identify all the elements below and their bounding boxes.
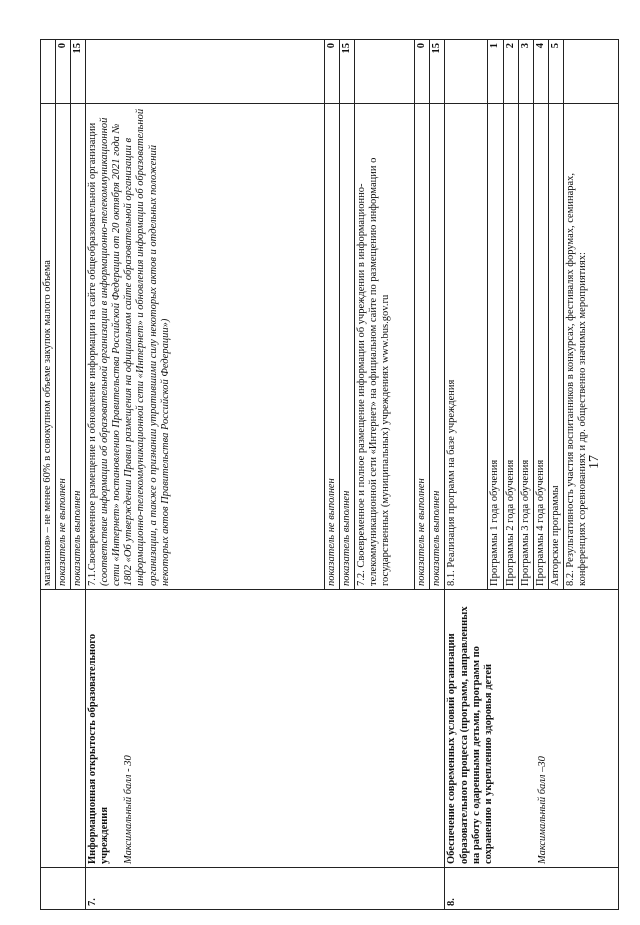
indicator-cell (86, 104, 325, 590)
score-cell: 4 (533, 40, 548, 104)
indicator-cell: показатель не выполнен (56, 104, 71, 590)
indicator-cell: показатель не выполнен (415, 104, 430, 590)
score-cell: 0 (325, 40, 340, 104)
score-cell: 2 (503, 40, 518, 104)
indicator-cell: Программы 1 года обучения (488, 104, 503, 590)
rotated-page (40, 40, 588, 910)
score-cell (563, 40, 618, 104)
indicator-cell: Программы 2 года обучения (503, 104, 518, 590)
indicator-cell: показатель не выполнен (325, 104, 340, 590)
criterion-max-score: Максимальный балл - 30 (123, 755, 135, 864)
num-cell: 7. (86, 868, 445, 910)
score-cell (86, 40, 325, 104)
score-cell: 1 (488, 40, 503, 104)
score-cell: 5 (548, 40, 563, 104)
indicator-cell: Программы 3 года обучения (518, 104, 533, 590)
score-cell (445, 40, 488, 104)
table-row (86, 40, 325, 910)
criterion-title: Обеспечение современных условий организации образовательного процесса (программ, направленных на работу с одаренными детьми, программ по сохранению и укреплению здоровья детей (446, 606, 494, 864)
criterion-title: Информационная открытость образовательного учреждения (87, 633, 111, 864)
criterion-cell (86, 590, 445, 868)
score-cell (355, 40, 415, 104)
num-cell: 8. (445, 868, 618, 910)
score-cell: 15 (430, 40, 445, 104)
page-number: 17 (587, 455, 602, 469)
indicator-cell: 8.1. Реализация программ на базе учреждения (445, 104, 488, 590)
score-cell: 0 (56, 40, 71, 104)
indicator-note: (соответствие информации об образовательной организации в информационно-телекоммуникационной сети «Интернет» постановлению Правительства Российской Федерации от 20 октября 2021 года № 1802 «Об утверждении Правил размещения на официальном сайте образовательной организации в информационно-телекоммуникационной сети «Интернет» и обновления информации об образовательной организации, а также о признании утратившими силу некоторых актов и отдельных положений некоторых актов Правительства Российской Федерации») (99, 108, 171, 586)
criterion-max-score: Максимальный балл –30 (536, 756, 548, 864)
num-cell (41, 868, 86, 910)
indicator-cell: Программы 4 года обучения (533, 104, 548, 590)
indicator-cell: 7.2. Своевременное и полное размещение информации об учреждении в информационно-телекоммуникационной сети «Интернет» на официальном сайте по размещению информации о государственных (муниципальных) учреждениях www.bus.gov.ru (355, 104, 415, 590)
score-cell: 0 (415, 40, 430, 104)
table-row (41, 40, 56, 910)
table-row (445, 40, 488, 910)
score-cell: 15 (71, 40, 86, 104)
indicator-cell: 8.2. Результативность участия воспитанников в конкурсах, фестивалях форумах, семинарах, конференциях соревнованиях и др. общественно значимых мероприятиях: (563, 104, 618, 590)
criterion-cell (445, 590, 618, 868)
score-cell: 15 (340, 40, 355, 104)
indicator-cell: Авторские программы (548, 104, 563, 590)
indicator-cell: показатель выполнен (340, 104, 355, 590)
indicator-cell: показатель выполнен (430, 104, 445, 590)
indicator-lead: 7.1.Своевременное размещение и обновление информации на сайте общеобразовательной организации (87, 122, 99, 586)
indicator-cell: показатель выполнен (71, 104, 86, 590)
score-cell (41, 40, 56, 104)
score-cell: 3 (518, 40, 533, 104)
indicator-cell: магазинов» – не менее 60% в совокупном объеме закупок малого объема (41, 104, 56, 590)
criterion-cell (41, 590, 86, 868)
criteria-table (40, 39, 619, 910)
